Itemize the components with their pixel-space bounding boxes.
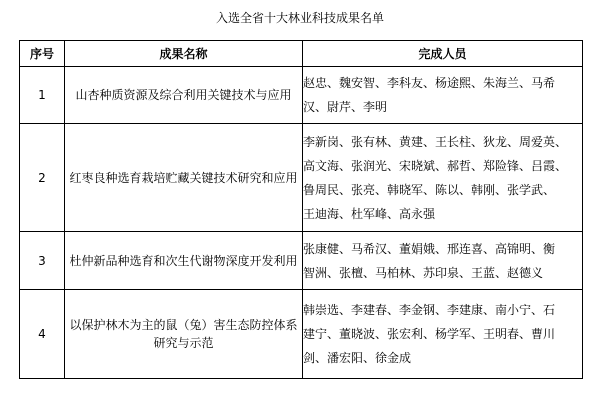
people-line: 剑、潘宏阳、徐金成 bbox=[303, 351, 412, 365]
header-name: 成果名称 bbox=[65, 41, 303, 67]
people-line: 鲁周民、张亮、韩晓军、陈以、韩刚、张学武、 bbox=[303, 182, 556, 197]
row-name: 以保护林木为主的鼠（兔）害生态防控体系研究与示范 bbox=[65, 290, 303, 379]
row-name: 山杏种质资源及综合利用关键技术与应用 bbox=[65, 67, 303, 124]
row-seq: 1 bbox=[20, 67, 65, 124]
people-line: 韩崇选、李建春、李金钢、李建康、南小宁、石 bbox=[303, 303, 556, 317]
people-line: 赵忠、魏安智、李科友、杨途熙、朱海兰、马希 bbox=[303, 76, 556, 90]
row-people bbox=[303, 67, 583, 124]
people-line: 智洲、张檀、马柏林、苏印泉、王蓝、赵德义 bbox=[303, 265, 544, 280]
row-people bbox=[303, 124, 583, 232]
row-seq: 2 bbox=[20, 124, 65, 232]
people-line: 王迪海、杜军峰、高永强 bbox=[303, 206, 436, 221]
table-row bbox=[20, 67, 583, 124]
row-seq: 3 bbox=[20, 232, 65, 290]
row-people bbox=[303, 232, 583, 290]
header-seq: 序号 bbox=[20, 41, 65, 67]
table-row bbox=[20, 232, 583, 290]
people-line: 汉、尉芹、李明 bbox=[303, 100, 388, 114]
table-header-row bbox=[20, 41, 583, 67]
row-people bbox=[303, 290, 583, 379]
document-title: 入选全省十大林业科技成果名单 bbox=[215, 11, 384, 25]
people-line: 建宁、董晓波、张宏利、杨学军、王明春、曹川 bbox=[303, 327, 556, 341]
row-name: 红枣良种选育栽培贮藏关键技术研究和应用 bbox=[65, 124, 303, 232]
table-row bbox=[20, 290, 583, 379]
people-line: 张康健、马希汉、董娟娥、邢连喜、高锦明、衡 bbox=[303, 241, 556, 256]
header-people: 完成人员 bbox=[303, 41, 583, 67]
row-name: 杜仲新品种选育和次生代谢物深度开发利用 bbox=[65, 232, 303, 290]
award-table bbox=[19, 40, 583, 379]
row-seq: 4 bbox=[20, 290, 65, 379]
people-line: 高文海、张润光、宋晓斌、郝哲、郑险锋、吕霞、 bbox=[303, 158, 568, 173]
table-row bbox=[20, 124, 583, 232]
people-line: 李新岗、张有林、黄建、王长柱、狄龙、周爱英、 bbox=[303, 134, 568, 149]
